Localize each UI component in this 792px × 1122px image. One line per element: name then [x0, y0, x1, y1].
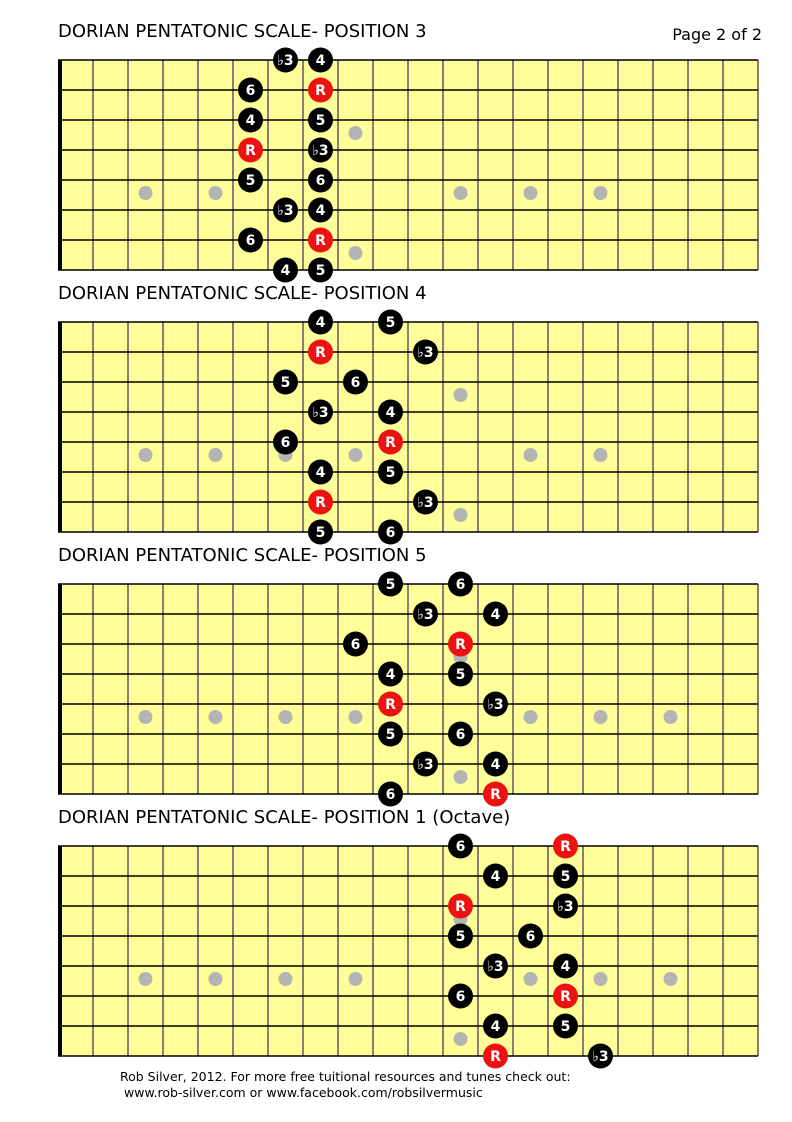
fret-marker-dot: [524, 448, 538, 462]
scale-note-marker: [448, 834, 473, 859]
footer-credit: Rob Silver, 2012. For more free tuitional resources and tunes check out:: [120, 1069, 571, 1084]
note-label: 5: [315, 113, 326, 129]
note-label: 5: [455, 929, 466, 945]
fret-marker-dot: [594, 710, 608, 724]
scale-note-marker: [238, 228, 263, 253]
note-label: ♭3: [312, 143, 329, 159]
fret-marker-dot: [279, 710, 293, 724]
fret-marker-dot: [454, 388, 468, 402]
note-label: 4: [245, 113, 256, 129]
note-label: 5: [385, 577, 396, 593]
scale-note-marker: [273, 430, 298, 455]
scale-note-marker: [413, 490, 438, 515]
fret-marker-dot: [454, 186, 468, 200]
note-label: 6: [455, 577, 466, 593]
root-note-marker: [553, 834, 578, 859]
diagram-title: DORIAN PENTATONIC SCALE- POSITION 3: [58, 21, 427, 42]
note-label: R: [490, 1049, 501, 1065]
scale-note-marker: [448, 662, 473, 687]
fret-marker-dot: [454, 1032, 468, 1046]
footer-links: www.rob-silver.com or www.facebook.com/robsilvermusic: [124, 1085, 483, 1100]
fret-marker-dot: [139, 186, 153, 200]
note-label: ♭3: [487, 697, 504, 713]
fret-marker-dot: [524, 972, 538, 986]
scale-note-marker: [238, 168, 263, 193]
note-label: R: [385, 697, 396, 713]
note-label: ♭3: [487, 959, 504, 975]
scale-note-marker: [238, 78, 263, 103]
diagram-title: DORIAN PENTATONIC SCALE- POSITION 1 (Octave): [58, 807, 511, 828]
footer: [120, 1069, 571, 1101]
fret-marker-dot: [139, 710, 153, 724]
fret-marker-dot: [524, 186, 538, 200]
fretboard-svg: [58, 315, 758, 541]
scale-note-marker: [378, 310, 403, 335]
scale-note-marker: [308, 310, 333, 335]
fretboard-svg: [58, 577, 758, 803]
nut: [58, 322, 62, 532]
note-label: 5: [245, 173, 256, 189]
scale-note-marker: [308, 400, 333, 425]
fret-marker-dot: [349, 710, 363, 724]
root-note-marker: [483, 1044, 508, 1069]
scale-note-marker: [378, 460, 403, 485]
root-note-marker: [308, 78, 333, 103]
fret-marker-dot: [349, 448, 363, 462]
scale-note-marker: [273, 48, 298, 73]
scale-note-marker: [413, 340, 438, 365]
note-label: 6: [385, 525, 396, 541]
diagram-title: DORIAN PENTATONIC SCALE- POSITION 5: [58, 545, 427, 566]
note-label: 6: [455, 989, 466, 1005]
scale-note-marker: [378, 662, 403, 687]
note-label: ♭3: [557, 899, 574, 915]
note-label: 6: [525, 929, 536, 945]
note-label: ♭3: [277, 53, 294, 69]
note-label: 5: [385, 727, 396, 743]
fret-marker-dot: [279, 972, 293, 986]
scale-note-marker: [308, 138, 333, 163]
fret-marker-dot: [209, 448, 223, 462]
note-label: R: [385, 435, 396, 451]
note-label: 4: [490, 869, 501, 885]
fret-marker-dot: [594, 186, 608, 200]
nut: [58, 584, 62, 794]
root-note-marker: [448, 894, 473, 919]
note-label: ♭3: [417, 495, 434, 511]
note-label: 6: [245, 233, 256, 249]
fret-marker-dot: [664, 972, 678, 986]
root-note-marker: [308, 340, 333, 365]
scale-note-marker: [518, 924, 543, 949]
fret-marker-dot: [209, 710, 223, 724]
fret-marker-dot: [349, 246, 363, 260]
fret-marker-dot: [139, 972, 153, 986]
fret-marker-dot: [664, 710, 678, 724]
scale-note-marker: [308, 258, 333, 283]
scale-note-marker: [448, 722, 473, 747]
scale-note-marker: [483, 954, 508, 979]
root-note-marker: [553, 984, 578, 1009]
note-label: 4: [315, 465, 326, 481]
note-label: ♭3: [312, 405, 329, 421]
scale-note-marker: [273, 258, 298, 283]
fret-marker-dot: [594, 448, 608, 462]
note-label: R: [455, 637, 466, 653]
fret-marker-dot: [139, 448, 153, 462]
note-label: ♭3: [417, 607, 434, 623]
fretboard-diagram: [58, 839, 758, 1065]
scale-note-marker: [308, 108, 333, 133]
scale-note-marker: [413, 602, 438, 627]
note-label: 4: [490, 757, 501, 773]
scale-note-marker: [553, 1014, 578, 1039]
root-note-marker: [378, 430, 403, 455]
fret-marker-dot: [454, 770, 468, 784]
note-label: R: [455, 899, 466, 915]
note-label: 4: [560, 959, 571, 975]
fretboard-svg: [58, 53, 758, 279]
note-label: 4: [280, 263, 291, 279]
fretboard-diagram: [58, 53, 758, 279]
scale-note-marker: [588, 1044, 613, 1069]
fret-marker-dot: [524, 710, 538, 724]
scale-note-marker: [343, 370, 368, 395]
note-label: 6: [455, 839, 466, 855]
fretboard-diagram: [58, 315, 758, 541]
scale-note-marker: [483, 1014, 508, 1039]
scale-note-marker: [308, 48, 333, 73]
note-label: 4: [315, 203, 326, 219]
root-note-marker: [378, 692, 403, 717]
scale-note-marker: [308, 460, 333, 485]
note-label: ♭3: [417, 345, 434, 361]
note-label: 6: [350, 637, 361, 653]
scale-note-marker: [378, 722, 403, 747]
nut: [58, 60, 62, 270]
note-label: 4: [315, 315, 326, 331]
fret-marker-dot: [209, 972, 223, 986]
scale-note-marker: [483, 602, 508, 627]
scale-note-marker: [378, 782, 403, 807]
scale-note-marker: [378, 572, 403, 597]
note-label: R: [490, 787, 501, 803]
note-label: 5: [280, 375, 291, 391]
note-label: 4: [385, 667, 396, 683]
root-note-marker: [238, 138, 263, 163]
scale-note-marker: [448, 984, 473, 1009]
note-label: R: [315, 495, 326, 511]
scale-note-marker: [553, 864, 578, 889]
note-label: 5: [385, 465, 396, 481]
note-label: 4: [315, 53, 326, 69]
scale-note-marker: [553, 954, 578, 979]
root-note-marker: [448, 632, 473, 657]
fret-marker-dot: [349, 972, 363, 986]
note-label: ♭3: [592, 1049, 609, 1065]
note-label: 5: [560, 869, 571, 885]
fretboard-diagram: [58, 577, 758, 803]
scale-note-marker: [273, 370, 298, 395]
note-label: 6: [280, 435, 291, 451]
note-label: 4: [490, 1019, 501, 1035]
scale-note-marker: [308, 198, 333, 223]
note-label: 4: [490, 607, 501, 623]
scale-note-marker: [413, 752, 438, 777]
note-label: 5: [315, 525, 326, 541]
fret-marker-dot: [349, 126, 363, 140]
scale-note-marker: [343, 632, 368, 657]
scale-note-marker: [308, 168, 333, 193]
root-note-marker: [308, 228, 333, 253]
scale-note-marker: [378, 400, 403, 425]
note-label: 5: [385, 315, 396, 331]
fret-marker-dot: [209, 186, 223, 200]
note-label: R: [315, 233, 326, 249]
diagram-title: DORIAN PENTATONIC SCALE- POSITION 4: [58, 283, 427, 304]
note-label: 6: [350, 375, 361, 391]
note-label: R: [560, 839, 571, 855]
root-note-marker: [308, 490, 333, 515]
note-label: 5: [560, 1019, 571, 1035]
scale-note-marker: [378, 520, 403, 545]
note-label: R: [315, 345, 326, 361]
scale-note-marker: [483, 864, 508, 889]
scale-note-marker: [238, 108, 263, 133]
nut: [58, 846, 62, 1056]
fretboard-svg: [58, 839, 758, 1065]
scale-note-marker: [448, 572, 473, 597]
note-label: 5: [315, 263, 326, 279]
note-label: ♭3: [417, 757, 434, 773]
note-label: 4: [385, 405, 396, 421]
note-label: R: [560, 989, 571, 1005]
root-note-marker: [483, 782, 508, 807]
note-label: ♭3: [277, 203, 294, 219]
scale-note-marker: [448, 924, 473, 949]
note-label: R: [315, 83, 326, 99]
scale-note-marker: [483, 692, 508, 717]
scale-note-marker: [308, 520, 333, 545]
note-label: 6: [385, 787, 396, 803]
fret-marker-dot: [454, 508, 468, 522]
scale-note-marker: [483, 752, 508, 777]
note-label: 6: [315, 173, 326, 189]
note-label: R: [245, 143, 256, 159]
scale-note-marker: [273, 198, 298, 223]
note-label: 5: [455, 667, 466, 683]
scale-note-marker: [553, 894, 578, 919]
page-number: Page 2 of 2: [672, 25, 762, 44]
note-label: 6: [455, 727, 466, 743]
fret-marker-dot: [594, 972, 608, 986]
note-label: 6: [245, 83, 256, 99]
